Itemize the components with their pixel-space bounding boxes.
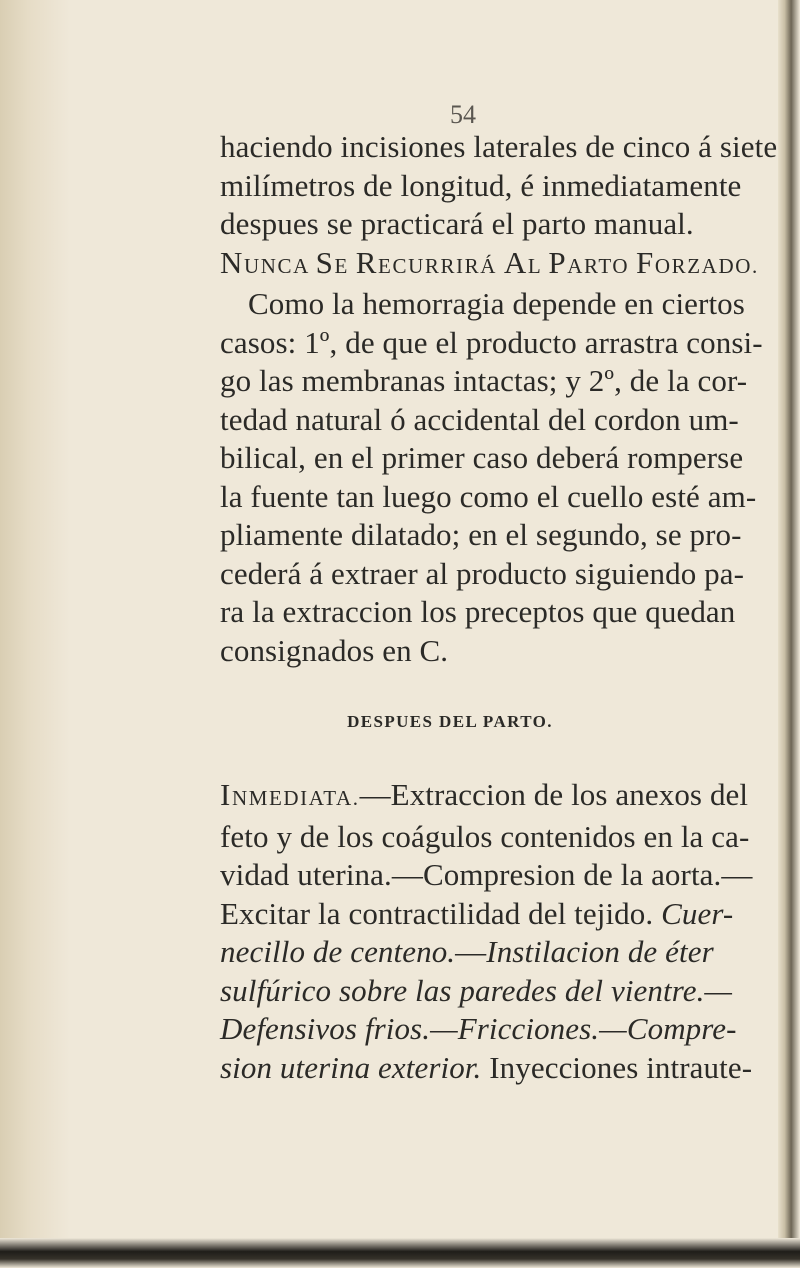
text-line [220, 776, 749, 818]
page-body [220, 108, 778, 1087]
paragraph-3 [220, 776, 753, 1087]
text-line: tedad natural ó accidental del cordon um- [220, 401, 739, 437]
text-line: Defensivos frios.—Fricciones.—Compre- [220, 1011, 737, 1046]
page-number: 54 [450, 100, 476, 129]
text-line: despues se practicará el parto manual. [220, 206, 694, 241]
text-run: Inyecciones intraute- [489, 1049, 753, 1085]
right-page-edge [778, 0, 800, 1268]
text-line [220, 1049, 753, 1088]
italic-run: Cuer- [661, 895, 734, 931]
smallcaps-sentence: NUNCA SE RECURRIRÁ AL PARTO FORZADO. [220, 244, 759, 280]
text-run: —Extraccion de los anexos del [359, 777, 749, 812]
section-heading: DESPUES DEL PARTO. [347, 712, 553, 731]
text-line: cederá á extraer al producto siguiendo pa- [220, 555, 745, 591]
text-line [220, 933, 740, 972]
text-line: pliamente dilatado; en el segundo, se pro- [220, 517, 742, 552]
text-line: consignados en C. [220, 632, 449, 668]
text-line-smallcaps [220, 244, 759, 286]
lead-smallcaps: INMEDIATA. [220, 777, 360, 812]
text-line: la fuente tan luego como el cuello esté am- [220, 478, 757, 514]
text-run: Excitar la contractilidad del tejido. [220, 895, 654, 931]
text-line: haciendo incisiones laterales de cinco á siete [220, 129, 778, 164]
text-line: feto y de los coágulos contenidos en la ca- [220, 818, 750, 854]
text-line: ra la extraccion los preceptos que quedan [220, 594, 736, 629]
text-line: sulfúrico sobre las paredes del vientre.— [220, 972, 733, 1008]
text-line: go las membranas intactas; y 2º, de la cor- [220, 363, 748, 398]
page-spine-shadow [0, 0, 70, 1268]
italic-run: Instilacion de éter [486, 934, 714, 969]
bottom-page-edge [0, 1238, 800, 1268]
italic-run: necillo de centeno. [220, 934, 456, 969]
text-line: milímetros de longitud, é inmediatamente [220, 167, 742, 203]
text-line: casos: 1º, de que el producto arrastra consi- [220, 324, 763, 360]
italic-run: sion uterina exterior. [220, 1049, 482, 1085]
text-run: — [455, 934, 487, 969]
text-line: Como la hemorragia depende en ciertos [248, 286, 745, 321]
text-line: vidad uterina.—Compresion de la aorta.— [220, 857, 753, 892]
paragraph-2 [220, 285, 763, 670]
text-line [220, 895, 740, 934]
text-line: bilical, en el primer caso deberá romperse [220, 440, 744, 475]
paragraph-1 [220, 128, 778, 285]
